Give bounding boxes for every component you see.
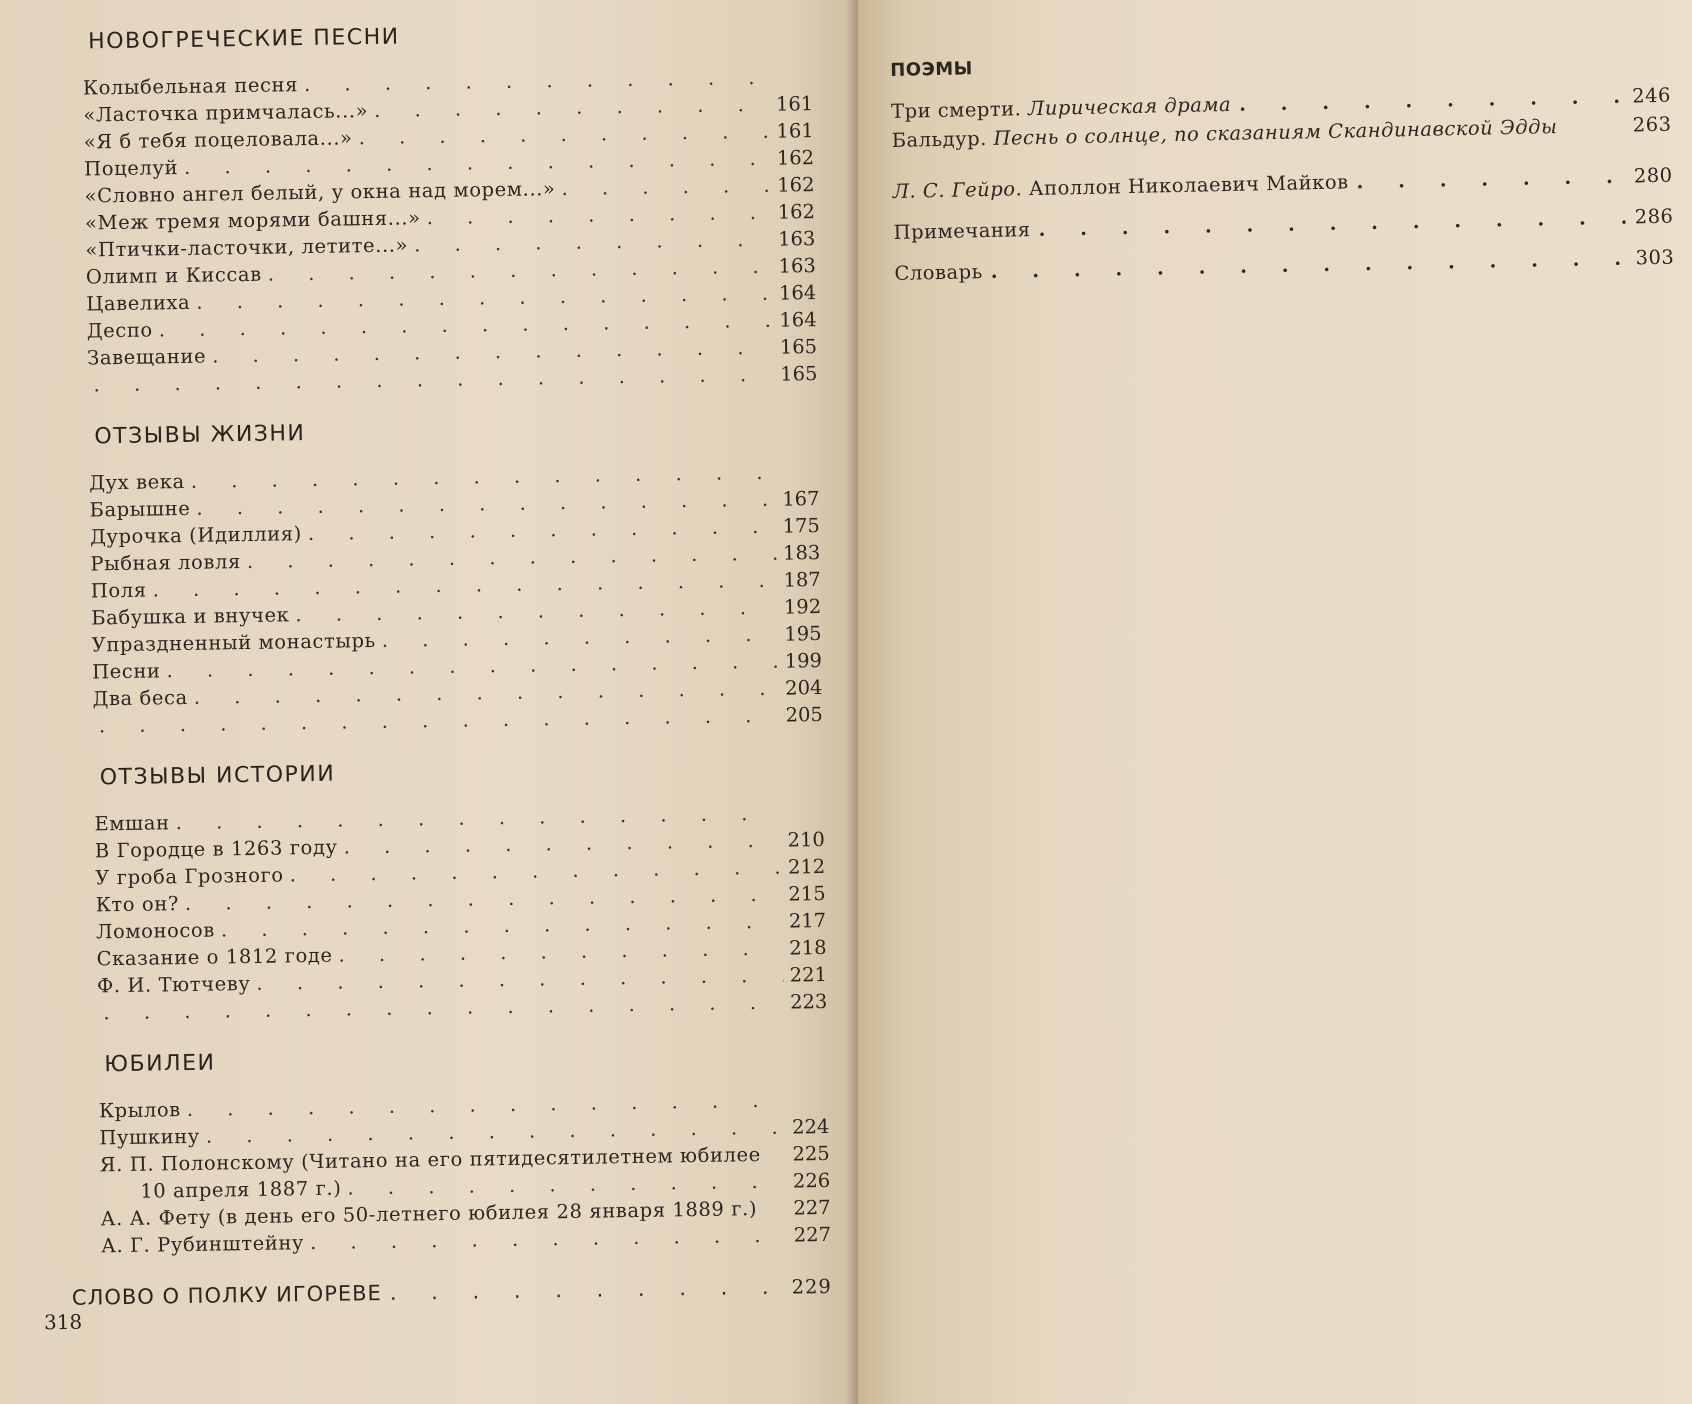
toc-section-history — [64, 754, 828, 1027]
section-heading: ОТЗЫВЫ ЖИЗНИ — [94, 421, 306, 450]
entry-page: 162 — [777, 200, 816, 224]
entry-page: 167 — [782, 487, 820, 511]
entry-page: 187 — [783, 567, 821, 592]
entry-title: Я. П. Полонскому (Читано на его пятидесятилетнем юбилее — [99, 1143, 762, 1177]
entry-title: Олимп и Киссав — [85, 262, 262, 289]
entry-title: Барышне — [89, 496, 191, 522]
entry-page: 225 — [792, 1141, 830, 1166]
entry-title: Два беса — [92, 685, 188, 711]
entry-page — [788, 819, 824, 820]
right-toc — [890, 44, 1675, 288]
entry-title: В Городце в 1263 году — [94, 835, 338, 863]
entry-title: «Птички-ласточки, летите...» — [85, 233, 409, 262]
entry-page: 246 — [1631, 83, 1672, 108]
entry-page: 163 — [778, 254, 816, 278]
entry-page: 205 — [785, 702, 824, 727]
entry-title: Цавелиха — [86, 290, 191, 316]
essay-author: Л. С. Гейро. — [892, 177, 1023, 203]
entry-page: 195 — [784, 621, 822, 646]
entry-page: 286 — [1634, 204, 1674, 229]
entry-page: 199 — [784, 648, 823, 673]
entry-title: Крылов — [98, 1098, 181, 1123]
entry-title: Дурочка (Идиллия) — [89, 522, 303, 549]
entry-title: Рыбная ловля — [90, 550, 242, 576]
entry-title: Кто он? — [95, 892, 180, 917]
entry-title: Ломоносов — [95, 918, 216, 944]
entry-page: 229 — [791, 1274, 833, 1299]
page-number: 318 — [43, 1309, 83, 1335]
section-heading: НОВОГРЕЧЕСКИЕ ПЕСНИ — [87, 24, 400, 55]
entry-page: 164 — [778, 281, 817, 305]
section-heading: ПОЭМЫ — [890, 58, 974, 81]
entry-page: 165 — [779, 335, 818, 359]
entry-title: Дух века — [88, 469, 185, 495]
entry-page: 303 — [1635, 245, 1675, 270]
entry-title: Словарь — [894, 260, 983, 285]
entry-page: 227 — [793, 1222, 832, 1247]
entry-page — [783, 478, 819, 479]
entry-title: Колыбельная песня — [82, 73, 299, 100]
entry-title: Песни — [91, 659, 161, 684]
entry-title: «Меж тремя морями башня...» — [84, 206, 421, 235]
poem-subtitle: Песнь о солнце, по сказаниям Скандинавской Эдды — [993, 115, 1558, 150]
entry-page: 224 — [791, 1114, 830, 1139]
entry-page: 210 — [787, 827, 825, 852]
entry-title: 10 апреля 1887 г.) — [140, 1176, 342, 1203]
toc-section-neogreek — [52, 18, 818, 399]
entry-page: 280 — [1633, 163, 1673, 188]
entry-title: Примечания — [893, 218, 1031, 244]
entry-page: 161 — [775, 92, 814, 116]
dot-leader — [390, 1275, 784, 1305]
essay-title: Аполлон Николаевич Майков — [1021, 170, 1349, 201]
entry-page: 263 — [1632, 112, 1672, 137]
section-heading: ЮБИЛЕИ — [104, 1050, 216, 1078]
entry-title: Пушкину — [99, 1124, 201, 1150]
entry-page: 165 — [780, 362, 818, 386]
entry-title: У гроба Грозного — [95, 863, 284, 890]
entry-page: 162 — [777, 173, 815, 197]
entry-page: 215 — [788, 881, 826, 906]
toc-section-life — [58, 413, 823, 740]
entry-title: Ф. И. Тютчеву — [96, 972, 251, 998]
entry-page: 175 — [782, 514, 821, 538]
entry-title: А. Г. Рубинштейну — [100, 1231, 305, 1258]
entry-title: Поцелуй — [84, 156, 179, 181]
entry-page — [777, 83, 813, 84]
left-toc — [52, 18, 832, 1310]
entry-page: 183 — [782, 540, 821, 565]
entry-title: Бабушка и внучек — [91, 603, 290, 630]
entry-page: 162 — [776, 146, 815, 170]
entry-title: «Словно ангел белый, у окна над морем...» — [84, 177, 556, 208]
entry-page: 217 — [788, 908, 827, 933]
entry-title: А. А. Фету (в день его 50-летнего юбилея 28 января 1889 г.) — [100, 1197, 758, 1231]
entry-page: 212 — [787, 854, 826, 879]
poem-subtitle: Лирическая драма — [1027, 92, 1232, 121]
entry-title: «Я б тебя поцеловала...» — [83, 126, 353, 154]
section-heading: ОТЗЫВЫ ИСТОРИИ — [99, 761, 336, 791]
entry-page: 164 — [779, 308, 817, 332]
entry-title: Упраздненный монастырь — [91, 628, 376, 657]
entry-title: Завещание — [86, 344, 207, 370]
right-page — [858, 0, 1692, 1404]
dot-leader — [561, 172, 771, 202]
entry-page: 223 — [789, 989, 828, 1014]
entry-page: 226 — [792, 1168, 831, 1193]
entry-page: 204 — [785, 675, 823, 700]
poem-title: Бальдур. — [891, 126, 994, 152]
entry-page: 227 — [793, 1195, 831, 1220]
entry-page — [793, 1106, 829, 1107]
entry-title: СЛОВО О ПОЛКУ ИГОРЕВЕ — [71, 1280, 383, 1310]
entry-title: Поля — [90, 578, 147, 603]
entry-page: 218 — [789, 935, 827, 960]
dot-leader — [1356, 162, 1625, 197]
entry-title: Сказание о 1812 годе — [96, 943, 333, 971]
entry-title: Емшан — [94, 811, 170, 836]
entry-title: Деспо — [86, 318, 153, 343]
poem-title: Три смерти. — [890, 97, 1029, 123]
entry-page: 192 — [783, 594, 822, 619]
entry-page: 221 — [789, 962, 828, 987]
entry-page: 163 — [777, 227, 816, 251]
entry-page: 161 — [776, 119, 814, 143]
entry-title: «Ласточка примчалась...» — [83, 99, 369, 127]
toc-entry-slovo — [72, 1274, 832, 1310]
toc-section-jubilees — [68, 1041, 831, 1260]
